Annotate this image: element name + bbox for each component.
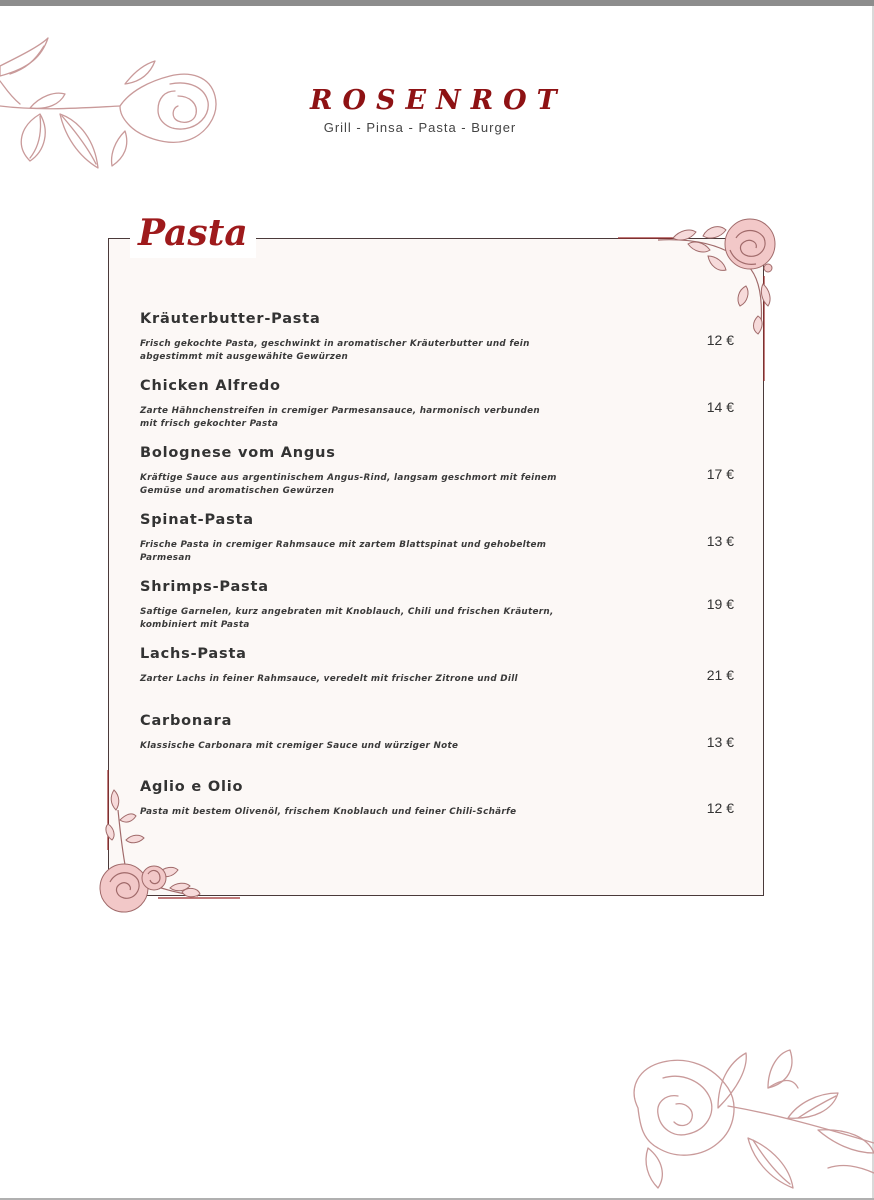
item-name: Lachs-Pasta [140, 646, 247, 662]
item-price: 13 € [706, 533, 734, 549]
menu-item [140, 377, 740, 431]
item-name: Chicken Alfredo [140, 378, 281, 394]
item-price: 12 € [706, 332, 734, 348]
item-price: 13 € [706, 734, 734, 750]
item-description: Zarte Hähnchenstreifen in cremiger Parmesansauce, harmonisch verbunden mit frisch gekochter Pasta [140, 406, 540, 429]
item-name: Carbonara [140, 713, 233, 729]
item-name: Kräuterbutter-Pasta [140, 311, 321, 327]
item-price: 21 € [706, 667, 734, 683]
rose-outline-top-left-icon [0, 36, 220, 176]
brand-tagline: Grill - Pinsa - Pasta - Burger [323, 120, 517, 135]
menu-item [140, 712, 740, 753]
item-price: 19 € [706, 596, 734, 612]
menu-item [140, 444, 740, 498]
brand-name: ROSENROT [310, 85, 567, 116]
menu-item [140, 310, 740, 364]
item-name: Bolognese vom Angus [140, 445, 336, 461]
item-price: 14 € [706, 399, 734, 415]
menu-item [140, 511, 740, 565]
item-description: Zarter Lachs in feiner Rahmsauce, veredelt mit frischer Zitrone und Dill [140, 674, 518, 684]
item-description: Pasta mit bestem Olivenöl, frischem Knoblauch und feiner Chili-Schärfe [140, 807, 517, 817]
item-description: Frisch gekochte Pasta, geschwinkt in aromatischer Kräuterbutter und fein abgestimmt mit ausgewähite Gewürzen [140, 339, 530, 362]
item-description: Saftige Garnelen, kurz angebraten mit Knoblauch, Chili und frischen Kräutern, kombiniert mit Pasta [140, 607, 554, 630]
item-price: 17 € [706, 466, 734, 482]
brand-header [300, 85, 567, 135]
item-name: Aglio e Olio [140, 779, 244, 795]
rose-outline-bottom-right-icon [618, 1048, 874, 1200]
section-title: Pasta [130, 208, 256, 258]
item-name: Spinat-Pasta [140, 512, 254, 528]
item-description: Kräftige Sauce aus argentinischem Angus-Rind, langsam geschmort mit feinem Gemüse und aromatischen Gewürzen [140, 473, 557, 496]
menu-item [140, 578, 740, 632]
top-border [0, 0, 874, 6]
item-description: Klassische Carbonara mit cremiger Sauce und würziger Note [140, 741, 459, 751]
item-name: Shrimps-Pasta [140, 579, 269, 595]
menu-item [140, 645, 740, 686]
item-price: 12 € [706, 800, 734, 816]
item-description: Frische Pasta in cremiger Rahmsauce mit zartem Blattspinat und gehobeltem Parmesan [140, 540, 547, 563]
menu-item [140, 778, 740, 819]
